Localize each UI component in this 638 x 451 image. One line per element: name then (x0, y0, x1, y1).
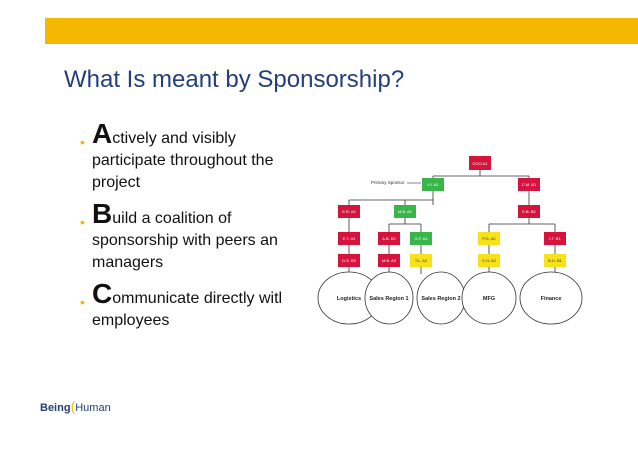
org-node-label: C.H. A2 (482, 258, 496, 263)
department-label: Sales Region 1 (369, 296, 409, 302)
bullet-text: sponsorship with peers an (92, 232, 278, 249)
org-node-label: E.T. A3 (342, 236, 356, 241)
org-chart (313, 148, 585, 348)
bullet-dot: • (80, 294, 85, 310)
org-node-label: V.I. A1 (427, 182, 439, 187)
top-accent-bar (45, 18, 638, 44)
org-node-label: C.M. B1 (521, 182, 537, 187)
org-node-label: I.T. B1 (549, 236, 561, 241)
department-label: Logistics (336, 296, 362, 302)
bullet-initial: B (92, 198, 113, 229)
org-node-label: A.B. B2 (382, 236, 396, 241)
org-node-label: D.S. B3 (342, 258, 356, 263)
org-node-label: T.L. A2 (414, 258, 428, 263)
bullet-item (80, 120, 312, 194)
bullet-text: uild a coalition of (112, 210, 232, 227)
org-node-label: M.B. A3 (381, 258, 397, 263)
bullet-text: project (92, 174, 141, 191)
org-node-label: M.B. A1 (397, 209, 413, 214)
bullet-text: employees (92, 312, 170, 329)
bullet-dot: • (80, 134, 85, 150)
bullet-initial: A (92, 120, 113, 149)
org-node-label: E.B. B2 (522, 209, 536, 214)
org-node-label: E.R. A2 (342, 209, 356, 214)
org-node-label: G.F. A1 (414, 236, 428, 241)
org-node-label: COO A1 (472, 161, 488, 166)
department-label: Finance (540, 296, 562, 302)
org-node-label: P.G. A2 (482, 236, 496, 241)
bullet-item (80, 200, 312, 274)
department-label: Sales Region 2 (421, 296, 461, 302)
bullet-text: managers (92, 254, 164, 271)
bullet-text: ctively and visibly (112, 130, 236, 147)
department-label: MFG (482, 296, 496, 302)
org-node-label: B.U. B1 (548, 258, 562, 263)
bullet-list (80, 120, 312, 332)
bullet-initial: C (92, 278, 113, 309)
logo-text: Being (40, 402, 71, 414)
bullet-item (80, 280, 312, 332)
logo-swash: ( (70, 398, 76, 414)
bullet-text: ommunicate directly witl (112, 290, 283, 307)
being-human-logo (40, 398, 111, 424)
primary-sponsor-label: Primary Sponsor (371, 180, 405, 185)
logo-text: Human (75, 402, 111, 414)
bullet-text: participate throughout the (92, 152, 274, 169)
bullet-dot: • (80, 214, 85, 230)
slide-title: What Is meant by Sponsorship? (64, 66, 405, 93)
